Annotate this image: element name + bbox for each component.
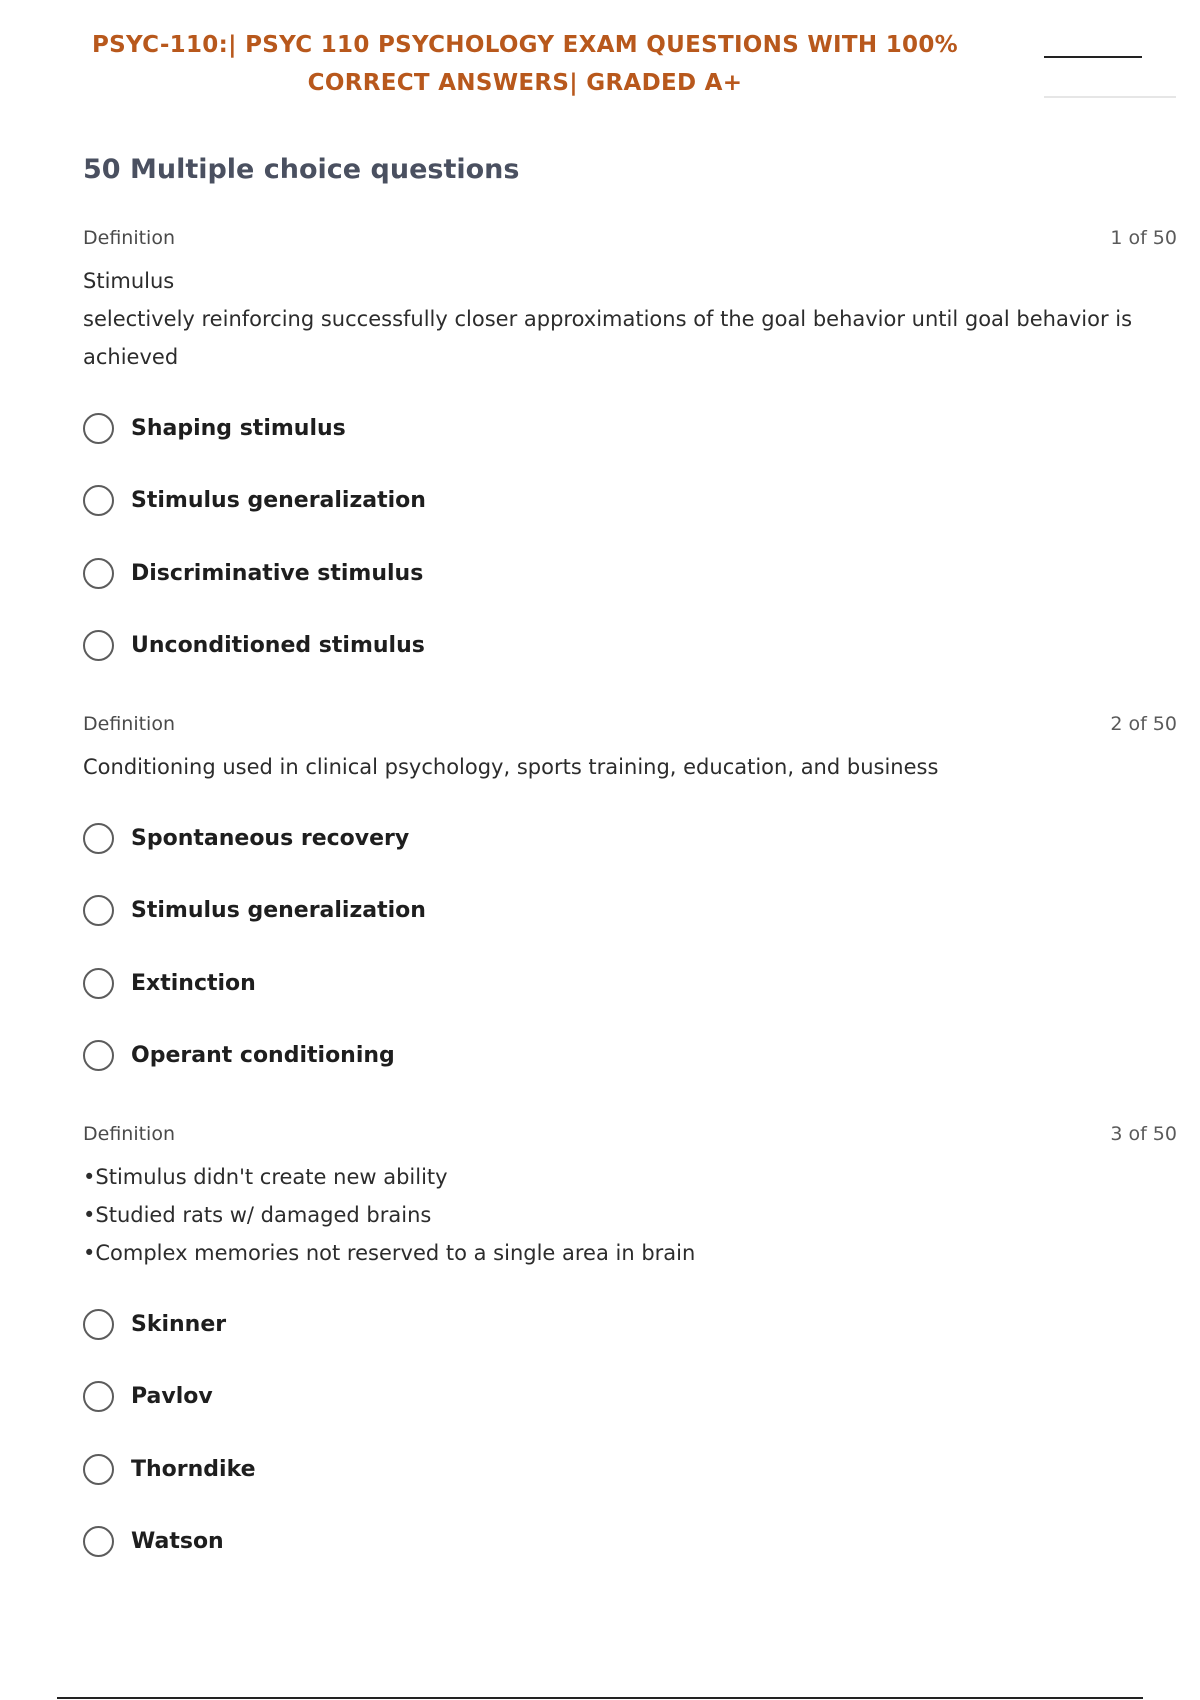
question-card	[83, 712, 1177, 1092]
answer-option-label: Skinner	[131, 1311, 227, 1337]
answer-option-label: Watson	[131, 1529, 224, 1555]
answer-option-label: Unconditioned stimulus	[131, 633, 425, 659]
answer-option[interactable]	[83, 875, 1177, 948]
answer-option[interactable]	[83, 1288, 1177, 1361]
radio-button[interactable]	[83, 823, 114, 854]
answer-option-label: Discriminative stimulus	[131, 560, 424, 586]
header-rule	[1044, 56, 1142, 58]
footer-rule	[57, 1697, 1143, 1699]
radio-button[interactable]	[83, 1526, 114, 1557]
header-rule-faint	[1044, 96, 1176, 98]
answer-option-label: Shaping stimulus	[131, 415, 346, 441]
question-header	[83, 712, 1177, 736]
answer-option[interactable]	[83, 610, 1177, 683]
prompt-line: •Stimulus didn't create new ability	[83, 1165, 448, 1189]
document-title	[50, 26, 1000, 102]
question-card	[83, 1122, 1177, 1578]
answer-option[interactable]	[83, 465, 1177, 538]
answer-option-label: Operant conditioning	[131, 1043, 395, 1069]
answer-option-label: Stimulus generalization	[131, 488, 426, 514]
radio-button[interactable]	[83, 485, 114, 516]
radio-button[interactable]	[83, 968, 114, 999]
answer-options	[83, 392, 1177, 682]
answer-option-label: Spontaneous recovery	[131, 825, 410, 851]
question-prompt	[83, 748, 1177, 786]
question-counter: 2 of 50	[1110, 713, 1177, 735]
answer-option[interactable]	[83, 802, 1177, 875]
question-counter: 1 of 50	[1110, 227, 1177, 249]
answer-option-label: Pavlov	[131, 1384, 213, 1410]
quiz-container	[83, 150, 1177, 1608]
answer-option-label: Thorndike	[131, 1456, 256, 1482]
question-header	[83, 226, 1177, 250]
radio-button[interactable]	[83, 1381, 114, 1412]
question-type-label: Definition	[83, 1123, 176, 1145]
document-title-line-1: PSYC-110:| PSYC 110 PSYCHOLOGY EXAM QUESTIONS WITH 100%	[91, 32, 959, 58]
question-prompt	[83, 1158, 1177, 1272]
radio-button[interactable]	[83, 630, 114, 661]
document-title-line-2: CORRECT ANSWERS| GRADED A+	[307, 70, 743, 96]
radio-button[interactable]	[83, 895, 114, 926]
answer-option[interactable]	[83, 947, 1177, 1020]
answer-option-label: Extinction	[131, 970, 256, 996]
question-prompt	[83, 262, 1177, 376]
prompt-line: •Studied rats w/ damaged brains	[83, 1203, 432, 1227]
radio-button[interactable]	[83, 1040, 114, 1071]
answer-option[interactable]	[83, 1433, 1177, 1506]
question-type-label: Definition	[83, 713, 176, 735]
radio-button[interactable]	[83, 413, 114, 444]
answer-option[interactable]	[83, 1020, 1177, 1093]
answer-options	[83, 1288, 1177, 1578]
question-counter: 3 of 50	[1110, 1123, 1177, 1145]
answer-option[interactable]	[83, 1506, 1177, 1579]
answer-option-label: Stimulus generalization	[131, 898, 426, 924]
question-header	[83, 1122, 1177, 1146]
radio-button[interactable]	[83, 1454, 114, 1485]
answer-option[interactable]	[83, 392, 1177, 465]
answer-option[interactable]	[83, 537, 1177, 610]
answer-option[interactable]	[83, 1361, 1177, 1434]
question-card	[83, 226, 1177, 682]
prompt-line: selectively reinforcing successfully closer approximations of the goal behavior until goal behavior is achieved	[83, 307, 1133, 369]
radio-button[interactable]	[83, 558, 114, 589]
prompt-line: Conditioning used in clinical psychology, sports training, education, and business	[83, 755, 939, 779]
radio-button[interactable]	[83, 1309, 114, 1340]
prompt-line: Stimulus	[83, 269, 175, 293]
quiz-heading: 50 Multiple choice questions	[83, 154, 520, 185]
question-type-label: Definition	[83, 227, 176, 249]
answer-options	[83, 802, 1177, 1092]
prompt-line: •Complex memories not reserved to a single area in brain	[83, 1241, 696, 1265]
